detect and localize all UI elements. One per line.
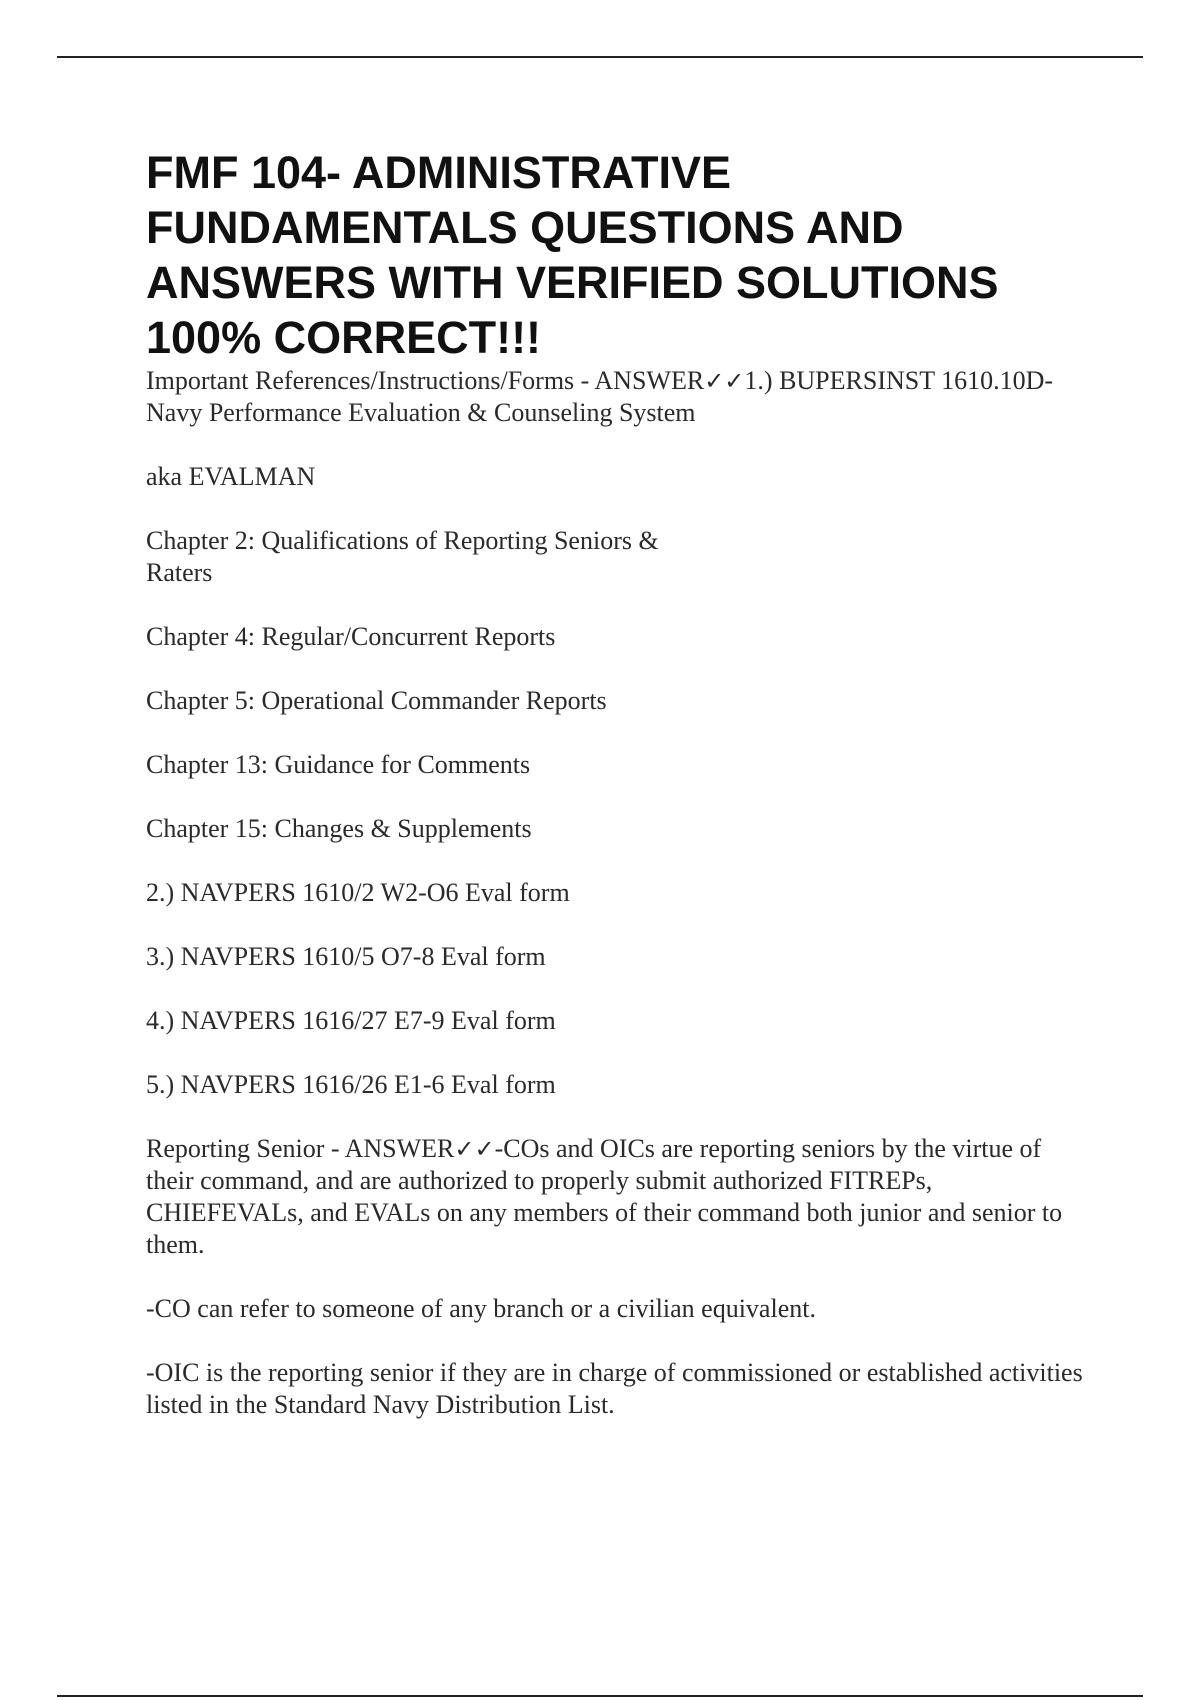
form-4-line: 4.) NAVPERS 1616/27 E7-9 Eval form xyxy=(146,1006,556,1035)
question-prompt: Reporting Senior - ANSWER xyxy=(146,1134,455,1163)
oic-note-line: -OIC is the reporting senior if they are in charge of commissioned or established activities listed in the Standard Navy Distribution List. xyxy=(146,1358,1083,1419)
question-prompt: Important References/Instructions/Forms - ANSWER xyxy=(146,366,705,395)
document-body xyxy=(146,145,1086,1421)
answer-lead: 1.) BUPERSINST 1610.10D- Navy Performance Evaluation & Counseling System xyxy=(146,366,1054,427)
chapter-5-line: Chapter 5: Operational Commander Reports xyxy=(146,686,607,715)
chapter-15-line: Chapter 15: Changes & Supplements xyxy=(146,814,532,843)
chapter-13-line: Chapter 13: Guidance for Comments xyxy=(146,750,531,779)
top-rule xyxy=(57,56,1143,58)
aka-line: aka EVALMAN xyxy=(146,462,316,491)
double-check-icon: ✓✓ xyxy=(704,367,745,395)
qa-references xyxy=(146,365,1086,1101)
qa-reporting-senior xyxy=(146,1133,1086,1421)
qa-references-first-line xyxy=(146,365,1086,429)
chapter-4-line: Chapter 4: Regular/Concurrent Reports xyxy=(146,622,556,651)
document-title: FMF 104- ADMINISTRATIVE FUNDAMENTALS QUESTIONS AND ANSWERS WITH VERIFIED SOLUTIONS 100% CORRECT!!! xyxy=(146,147,999,363)
form-2-line: 2.) NAVPERS 1610/2 W2-O6 Eval form xyxy=(146,878,570,907)
form-5-line: 5.) NAVPERS 1616/26 E1-6 Eval form xyxy=(146,1070,556,1099)
qa-reporting-senior-first-para xyxy=(146,1133,1086,1261)
form-3-line: 3.) NAVPERS 1610/5 O7-8 Eval form xyxy=(146,942,546,971)
double-check-icon: ✓✓ xyxy=(454,1135,495,1163)
answer-lead: -COs and OICs are reporting seniors by the virtue of their command, and are authorized to properly submit authorized FITREPs, CHIEFEVALs, and EVALs on any members of their command both junior and senior to them. xyxy=(146,1134,1063,1259)
chapter-2-line: Chapter 2: Qualifications of Reporting Seniors & Raters xyxy=(146,526,659,587)
co-note-line: -CO can refer to someone of any branch or a civilian equivalent. xyxy=(146,1294,816,1323)
bottom-rule xyxy=(57,1695,1143,1697)
